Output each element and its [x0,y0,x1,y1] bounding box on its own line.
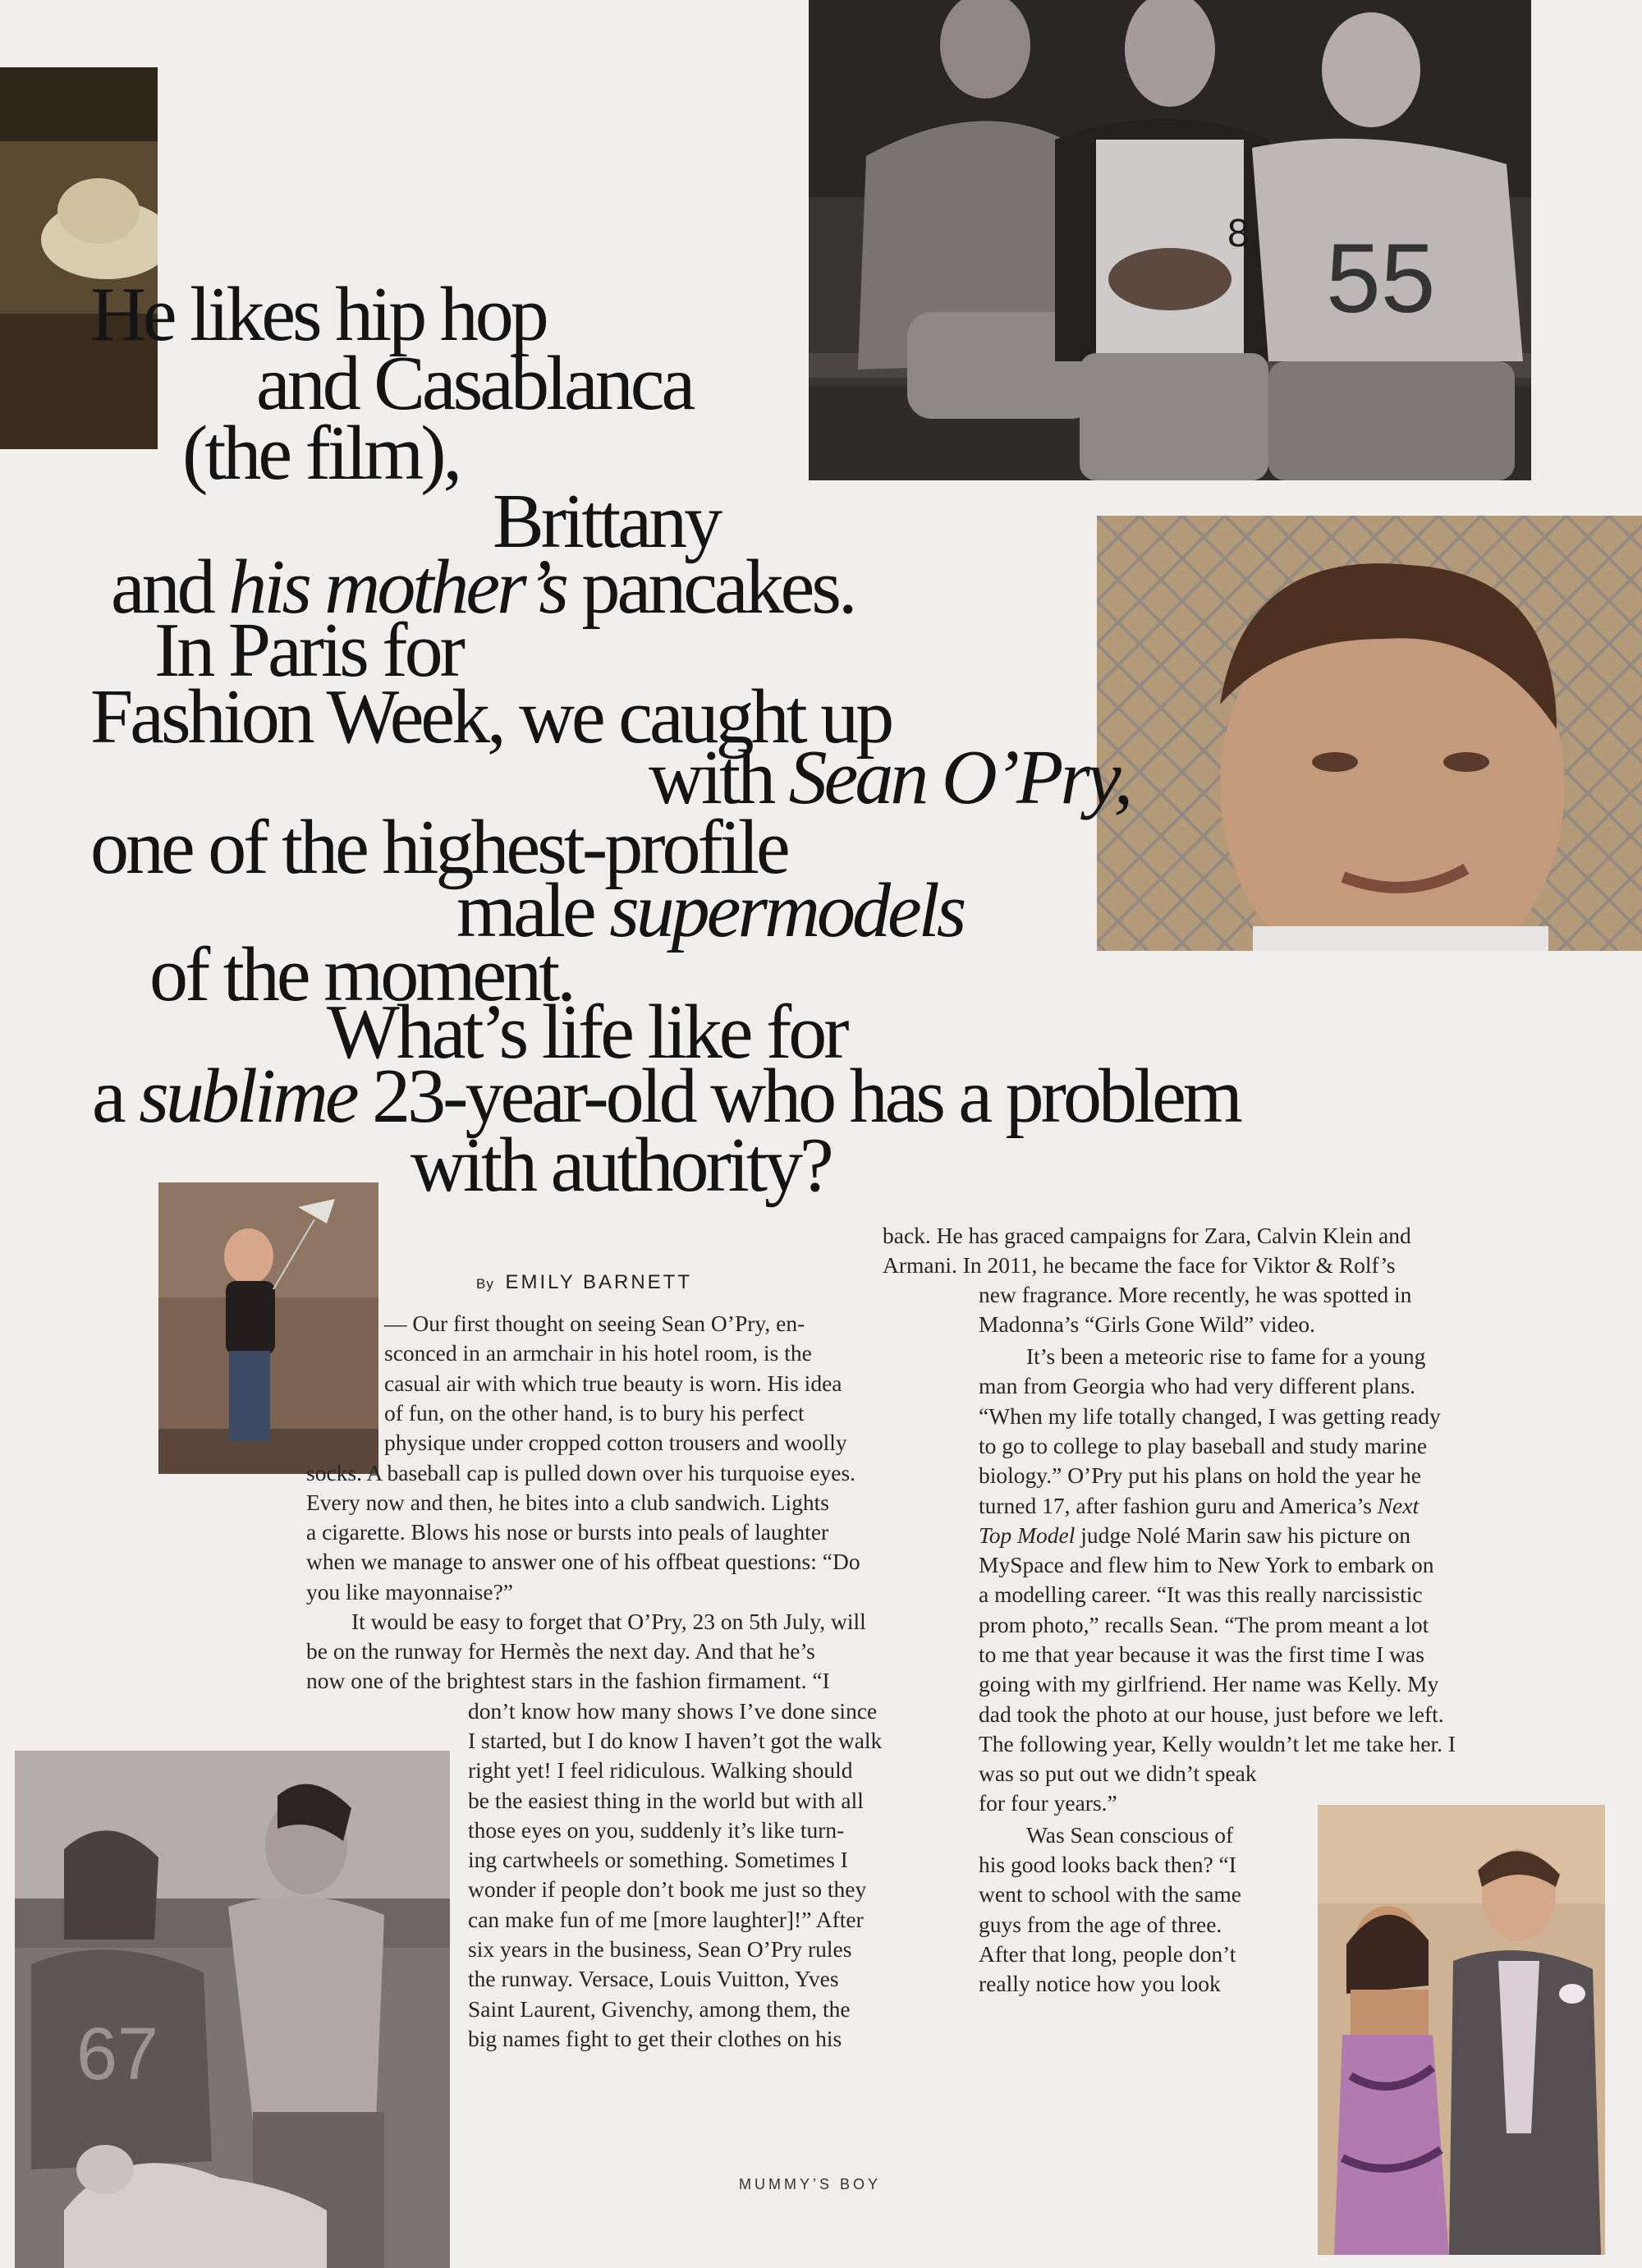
col1-line: those eyes on you, suddenly it’s like turn- [468,1817,845,1843]
headline-line-9: one of the highest-profile [90,805,787,890]
col2-line: Madonna’s “Girls Gone Wild” video. [979,1311,1316,1337]
col2-line: The following year, Kelly wouldn’t let me take her. I [979,1731,1456,1756]
col2-l11-italic: Top Model [979,1522,1076,1548]
col2-l10-italic: Next [1377,1493,1420,1518]
headline-line-7: Fashion Week, we caught up [90,674,892,760]
col2-line: guys from the age of three. [979,1912,1222,1937]
running-footer: MUMMY’S BOY [739,2176,882,2192]
headline-line-6: In Paris for [154,608,462,693]
headline-line-2: and Casablanca [256,341,693,426]
col2-line: a modelling career. “It was this really narcissistic [979,1582,1423,1607]
col2-line: went to school with the same [979,1881,1242,1907]
col1-line: wonder if people don’t book me just so they [468,1876,867,1902]
col2-l11: judge Nolé Marin saw his picture on [1075,1522,1410,1548]
col2-line: prom photo,” recalls Sean. “The prom meant a lot [979,1612,1429,1637]
col2-line: really notice how you look [979,1971,1221,1996]
col1-line: be the easiest thing in the world but with all [468,1788,864,1813]
col1-line: I started, but I do know I haven’t got the walk [468,1728,883,1753]
headline-line-1: He likes hip hop [90,272,546,357]
col1-line: It would be easy to forget that O’Pry, 23 on 5th July, will [351,1609,866,1634]
col1-line: sconced in an armchair in his hotel room, is the [384,1340,812,1366]
headline-13c: 23-year-old who has a problem [355,1054,1240,1139]
headline-line-3: (the film), [182,411,460,496]
col2-line [979,1522,1410,1549]
col1-line: six years in the business, Sean O’Pry rules [468,1936,852,1962]
col2-line: After that long, people don’t [979,1941,1236,1967]
col2-l10: turned 17, after fashion guru and America’s [979,1493,1372,1518]
col1-line: the runway. Versace, Louis Vuitton, Yves [468,1966,839,1991]
col2-line: “When my life totally changed, I was getting ready [979,1403,1441,1429]
col1-line: ing cartwheels or something. Sometimes I [468,1847,848,1872]
col2-line: was so put out we didn’t speak [979,1761,1257,1786]
col1-line: when we manage to answer one of his offbeat questions: “Do [306,1549,860,1574]
headline-line-14: with authority? [410,1123,831,1208]
girl-jersey-number: 67 [76,2013,159,2096]
headline-8a: with [649,735,789,820]
headline-5b: his mother’s [228,544,566,630]
col1-line: big names fight to get their clothes on his [468,2026,842,2051]
col2-line: biology.” O’Pry put his plans on hold the year he [979,1462,1421,1488]
col1-line: a cigarette. Blows his nose or bursts into peals of laughter [306,1519,829,1545]
col1-line: don’t know how many shows I’ve done since [468,1698,878,1724]
toddler-photo [158,1182,378,1474]
col2-line: dad took the photo at our house, just before we left. [979,1701,1444,1727]
col1-line: physique under cropped cotton trousers and woolly [384,1430,847,1455]
col2-line: It’s been a meteoric rise to fame for a young [1026,1343,1426,1369]
cropped-left-photo [0,67,158,449]
col2-line: back. He has graced campaigns for Zara, Calvin Klein and [883,1223,1411,1248]
byline-prefix: By [476,1276,494,1292]
headline-5a: and [111,544,229,630]
headline-10a: male [456,868,610,953]
col1-line: can make fun of me [more laughter]!” After [468,1907,864,1932]
col1-line: right yet! I feel ridiculous. Walking should [468,1757,853,1783]
headline-line-12: What’s life like for [327,989,846,1075]
col2-line: to me that year because it was the first time I was [979,1641,1424,1667]
jersey-number: 55 [1326,223,1436,333]
col1-line: be on the runway for Hermès the next day. And that he’s [306,1638,815,1664]
col2-line: his good looks back then? “I [979,1852,1236,1877]
col1-line: socks. A baseball cap is pulled down over his turquoise eyes. [306,1460,856,1485]
headline-13b: sublime [139,1054,356,1139]
byline-author: EMILY BARNETT [505,1271,692,1293]
headline-line-4: Brittany [493,479,720,564]
col2-line: man from Georgia who had very different plans. [979,1373,1416,1398]
col1-line: you like mayonnaise?” [306,1579,513,1605]
col2-line: Was Sean conscious of [1026,1822,1234,1848]
prom-photo [1318,1805,1605,2255]
col1-line: casual air with which true beauty is worn. His idea [384,1370,842,1396]
col2-line: MySpace and flew him to New York to embark on [979,1552,1434,1577]
byline [476,1271,692,1294]
headline-8b: Sean O’Pry, [788,735,1131,820]
col2-line: Armani. In 2011, he became the face for Viktor & Rolf’s [883,1252,1396,1278]
child-fence-photo [1097,516,1642,951]
headline-5c: pancakes. [566,544,855,630]
col2-line: for four years.” [979,1790,1117,1816]
col2-line: going with my girlfriend. Her name was Kelly. My [979,1671,1439,1696]
col1-line: of fun, on the other hand, is to bury his perfect [384,1400,805,1426]
col1-line: now one of the brightest stars in the fashion firmament. “I [306,1668,830,1693]
family-bench-photo [809,0,1531,480]
col2-line: to go to college to play baseball and study marine [979,1433,1428,1458]
headline-line-11: of the moment. [149,932,573,1017]
col1-line: Saint Laurent, Givenchy, among them, the [468,1996,851,2022]
col1-line: — Our first thought on seeing Sean O’Pry, en- [384,1311,805,1336]
col2-line: new fragrance. More recently, he was spotted in [979,1282,1412,1307]
headline-10b: supermodels [609,868,964,953]
headline-13a: a [92,1054,140,1139]
col1-line: Every now and then, he bites into a club sandwich. Lights [306,1490,829,1515]
col2-line [979,1492,1419,1520]
backyard-dog-photo [15,1751,450,2268]
varsity-number: 8 [1227,212,1250,255]
